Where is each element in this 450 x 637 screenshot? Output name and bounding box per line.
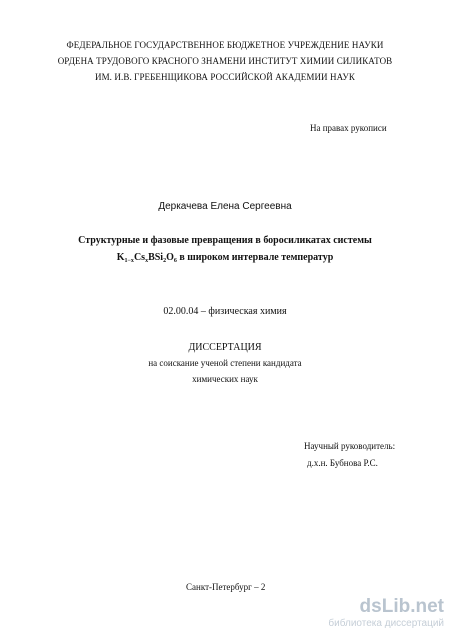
formula-cs-sub: x [145, 258, 149, 264]
formula-k-sub: 1−x [124, 258, 134, 264]
org-line-3: ИМ. И.В. ГРЕБЕНЩИКОВА РОССИЙСКОЙ АКАДЕМИИ НАУК [94, 72, 355, 82]
city-year: Санкт-Петербург – 2 [186, 582, 266, 592]
degree-line-2: химических наук [192, 374, 258, 384]
formula-o-sub: 6 [173, 258, 177, 264]
formula-si-sub: 2 [163, 258, 167, 264]
org-line-2: ОРДЕНА ТРУДОВОГО КРАСНОГО ЗНАМЕНИ ИНСТИТУТ ХИМИИ СИЛИКАТОВ [57, 56, 393, 66]
formula-cs: Cs [133, 252, 146, 263]
degree-line-1: на соискание ученой степени кандидата [148, 358, 302, 368]
specialty: 02.00.04 – физическая химия [163, 306, 287, 317]
supervisor-name: д.х.н. Бубнова Р.С. [307, 458, 378, 468]
dslib-watermark [326, 597, 444, 631]
author-name: Деркачева Елена Сергеевна [158, 201, 292, 212]
rights-note: На правах рукописи [310, 123, 387, 133]
title-line-1: Структурные и фазовые превращения в боросиликатах системы [78, 235, 372, 246]
document-type: ДИССЕРТАЦИЯ [188, 342, 262, 353]
title-line-2-rest: в широком интервале температур [176, 252, 334, 263]
watermark-subtitle: библиотека диссертаций [328, 618, 444, 629]
formula-o: O [166, 252, 174, 263]
formula-bsi: BSi [148, 252, 164, 263]
org-line-1: ФЕДЕРАЛЬНОЕ ГОСУДАРСТВЕННОЕ БЮДЖЕТНОЕ УЧРЕЖДЕНИЕ НАУКИ [66, 40, 384, 50]
supervisor-label: Научный руководитель: [304, 441, 396, 451]
watermark-brand: dsLib.net [359, 596, 444, 617]
formula-k: K [116, 252, 125, 263]
title-line-2 [0, 252, 450, 263]
